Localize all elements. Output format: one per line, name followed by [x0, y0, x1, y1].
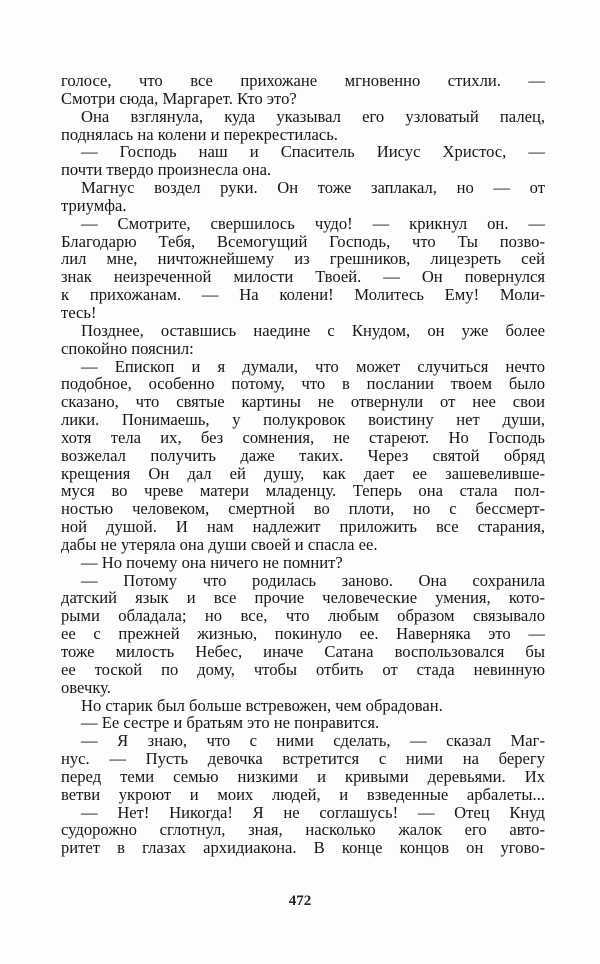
text-line: — Господь наш и Спаситель Иисус Христос, — — [81, 142, 545, 162]
text-line: Смотри сюда, Маргарет. Кто это? — [61, 88, 297, 108]
text-line: Но старик был больше встревожен, чем обрадован. — [81, 695, 443, 715]
text-line: — Смотрите, свершилось чудо! — крикнул он. — — [81, 213, 545, 233]
text-line: ее с прежней жизнью, покинуло ее. Наверняка это — — [61, 624, 545, 644]
text-line: — Ее сестре и братьям это не понравится. — [81, 713, 380, 733]
text-line: знак неизреченной милости Твоей. — Он повернулся — [61, 267, 545, 287]
text-line: дабы не утеряла она души своей и спасла ее. — [61, 534, 378, 554]
text-line: голосе, что все прихожане мгновенно стихли. — — [61, 71, 545, 90]
text-line: Благодарю Тебя, Всемогущий Господь, что Ты позво- — [61, 231, 545, 251]
text-line: ее тоской по дому, чтобы отбить от стада невинную — [61, 659, 545, 679]
text-line: овечку. — [61, 677, 111, 697]
text-line: лики. Понимаешь, у полукровок воистину нет души, — [61, 410, 545, 430]
text-line: ритет в глазах архидиакона. В конце концов он угово- — [61, 838, 545, 858]
text-line: тесь! — [61, 302, 97, 322]
text-line: перед теми семью низкими и кривыми деревьями. Их — [61, 766, 545, 786]
text-line: ной душой. И нам надлежит приложить все старания, — [61, 517, 545, 537]
text-line: подобное, особенно потому, что в послании твоем было — [61, 374, 545, 394]
text-line: — Но почему она ничего не помнит? — [81, 552, 343, 572]
text-line: хотя тела их, без сомнения, не стареют. Но Господь — [61, 427, 545, 447]
text-line: — Епископ и я думали, что может случиться нечто — [81, 356, 545, 376]
text-line: нус. — Пусть девочка встретится с ними на берегу — [61, 749, 545, 769]
text-line: тоже милость Небес, иначе Сатана воспользовался бы — [61, 642, 545, 661]
text-line: судорожно сглотнул, зная, насколько жалок его авто- — [61, 820, 545, 840]
page-number: 472 — [288, 893, 312, 909]
text-line: сказано, что святые картины не отвернули от нее свои — [61, 392, 545, 412]
text-line: спокойно пояснил: — [61, 338, 194, 358]
text-line: датский язык и все прочие человеческие умения, кото- — [61, 588, 545, 608]
text-line: — Потому что родилась заново. Она сохранила — [81, 570, 545, 590]
text-line: поднялась на колени и перекрестилась. — [61, 124, 338, 144]
text-line: Она взглянула, куда указывал его узловатый палец, — [81, 106, 545, 126]
text-line: рыми обладала; но все, что любым образом связывало — [61, 606, 545, 626]
text-line: возжелал получить даже таких. Через святой обряд — [61, 445, 545, 465]
text-line: крещения Он дал ей душу, как дает ее зашевелившe- — [61, 463, 545, 483]
text-line: Магнус воздел руки. Он тоже заплакал, но — от — [81, 178, 545, 198]
text-line: — Нет! Никогда! Я не соглашусь! — Отец Кнуд — [81, 802, 545, 822]
text-line: муся во чреве матери младенцу. Теперь она стала пол- — [61, 481, 545, 501]
text-line: Позднее, оставшись наедине с Кнудом, он уже более — [81, 320, 545, 340]
book-page-text — [61, 72, 545, 857]
text-line: к прихожанам. — На колени! Молитесь Ему! Моли- — [61, 285, 545, 305]
text-line: ностью человеком, смертной во плоти, но с бессмерт- — [61, 499, 545, 519]
text-line: почти твердо произнесла она. — [61, 160, 272, 180]
text-line: лил мне, ничтожнейшему из грешников, лицезреть сей — [61, 249, 545, 269]
text-line: триумфа. — [61, 195, 127, 215]
text-line: ветви укроют и моих людей, и взведенные арбалеты... — [61, 784, 545, 804]
text-line: — Я знаю, что с ними сделать, — сказал Маг- — [81, 731, 545, 751]
